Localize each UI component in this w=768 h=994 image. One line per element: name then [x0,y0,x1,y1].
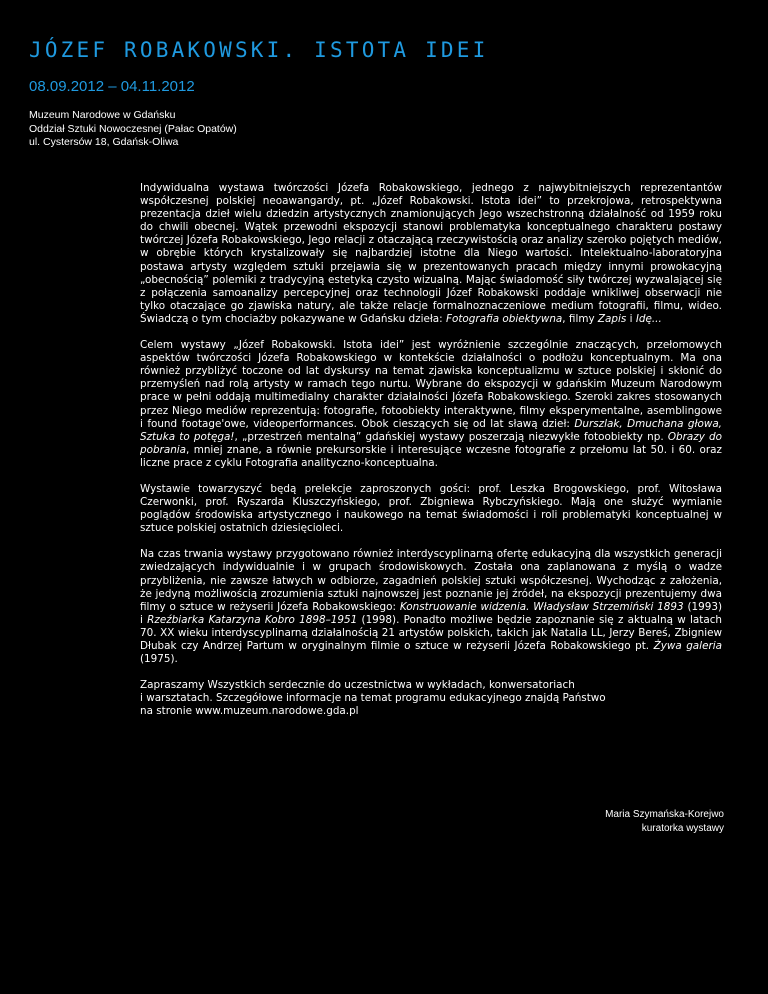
venue-branch: Oddział Sztuki Nowoczesnej (Pałac Opatów) [29,122,237,135]
paragraph-invitation [140,679,722,718]
artwork-title: Zapis [597,312,627,325]
invitation-line: Zapraszamy Wszystkich serdecznie do uczestnictwa w wykładach, konwersatoriach [140,679,575,692]
paragraph-text: (1998). Ponadto możliwe będzie zapoznanie się z aktualną w latach 70. XX wieku interdyscyplinarną działalnością 21 artystów polskich, takich jak Natalia LL, Jerzy Bereś, Zbigniew Dłubak czy Andrzej Partum w oryginalnym filmie o sztuce w reżyserii Józefa Robakowskiego pt. [140,613,722,652]
film-title: Żywa galeria [653,640,722,652]
film-title: Konstruowanie widzenia. Władysław Strzemiński 1893 [399,600,684,613]
paragraph-text: , „przestrzeń mentalną” gdańskiej wystawy poszerzają niezwykłe fotoobiekty np. [234,430,668,443]
paragraph-text: , mniej znane, a równie prekursorskie i interesujące wczesne fotografie z przełomu lat 50. i 60. oraz liczne prace z cyklu Fotografia analityczno-konceptualna. [140,443,722,469]
paragraph-aim [140,339,722,470]
paragraph-text: (1993) i [140,600,723,626]
film-title: Rzeźbiarka Katarzyna Kobro 1898–1951 [147,613,358,626]
venue-address [29,109,237,150]
paragraph-text: i [626,312,636,325]
artwork-title: Durszlak, Dmuchana głowa, Sztuka to potęga! [140,417,722,443]
invitation-line: i warsztatach. Szczegółowe informacje na temat programu edukacyjnego znajdą Państwo [140,692,606,705]
venue-name: Muzeum Narodowe w Gdańsku [29,109,176,121]
paragraph-text: Celem wystawy „Józef Robakowski. Istota idei” jest wyróżnienie szczególnie znaczących, przełomowych aspektów twórczości Józefa Robakowskiego w kontekście działalności o podłożu konceptualnym. Ma ona również przybliżyć toczone od lat dyskursy na temat zjawiska konceptualizmu w sztuce polskiej i skłonić do przemyśleń nad rolą artysty w ramach tego nurtu. Wybrane do ekspozycji w gdańskim Muzeum Narodowym prace w pełni oddają multimedialny charakter działalności Józefa Robakowskiego. Szeroki zakres stosowanych przez Niego mediów reprezentują: fotografie, fotoobiekty interaktywne, filmy eksperymentalne, asemblingowe i found footage'owe, videoperformances. Obok cieszących się od lat sławą dzieł: [140,339,722,430]
paragraph-text: , filmy [562,312,598,325]
curator-name: Maria Szymańska-Korejwo [605,809,724,820]
curator-signature [605,808,724,835]
invitation-line: na stronie www.muzeum.narodowe.gda.pl [140,705,359,718]
paragraph-intro [140,182,722,326]
paragraph-text: (1975). [140,653,178,666]
paragraph-education [140,548,722,666]
exhibition-description [140,182,722,731]
artwork-title: Idę... [635,312,662,325]
paragraph-lectures: Wystawie towarzyszyć będą prelekcje zaproszonych gości: prof. Leszka Brogowskiego, prof. Witosława Czerwonki, prof. Ryszarda Kluszczyńskiego, prof. Zbigniewa Rybczyńskiego. Mają one służyć wymianie poglądów środowiska artystycznego i naukowego na temat świadomości i roli problematyki konceptualnej w sztuce polskiej ostatnich dziesięcioleci. [140,482,722,535]
exhibition-title: JÓZEF ROBAKOWSKI. ISTOTA IDEI [29,38,489,62]
paragraph-text: Indywidualna wystawa twórczości Józefa Robakowskiego, jednego z najwybitniejszych reprezentantów współczesnej polskiej neoawangardy, pt. „Józef Robakowski. Istota idei” to przekrojowa, retrospektywna prezentacja dzieł wielu dziedzin artystycznych znamionujących Jego wszechstronną działalność od 1959 roku do chwili obecnej. Wątek przewodni ekspozycji stanowi problematyka konceptualnego charakteru postawy twórczej Józefa Robakowskiego, Jego relacji z otaczającą rzeczywistością oraz analizy szeroko pojętych mediów, w obrębie których krystalizowały się najbardziej istotne dla Niego wartości. Intelektualno-laboratoryjna postawa artysty względem sztuki przejawia się w prezentowanych pracach między innymi prowokacyjną „obecnością” polemiki z tradycyjną estetyką czysto wizualną. Mając świadomość siły twórczej wyzwalającej się z połączenia samoanalizy percepcyjnej oraz technologii Józef Robakowski poddaje wnikliwej obserwacji nie tylko otaczające go zjawiska natury, ale także relacje formalnoznaczeniowe medium fotografii, filmu, wideo. Świadczą o tym chociażby pokazywane w Gdańsku dzieła: [140,182,722,325]
venue-street: ul. Cystersów 18, Gdańsk-Oliwa [29,136,179,149]
artwork-title: Fotografia obiektywna [445,312,563,325]
curator-role: kuratorka wystawy [641,822,724,834]
paragraph-text: Na czas trwania wystawy przygotowano również interdyscyplinarną ofertę edukacyjną dla wszystkich generacji zwiedzających indywidualnie i w grupach środowiskowych. Została ona zaplanowana z myślą o wadze przybliżenia, nie zawsze łatwych w odbiorze, zagadnień polskiej sztuki współczesnej. Wychodząc z założenia, że jedyną możliwością zrozumienia sztuki najnowszej jest poznanie jej źródeł, na ekspozycji prezentujemy dwa filmy o sztuce w reżyserii Józefa Robakowskiego: [140,548,722,613]
exhibition-dates: 08.09.2012 – 04.11.2012 [29,78,195,95]
artwork-title: Obrazy do pobrania [140,430,722,456]
